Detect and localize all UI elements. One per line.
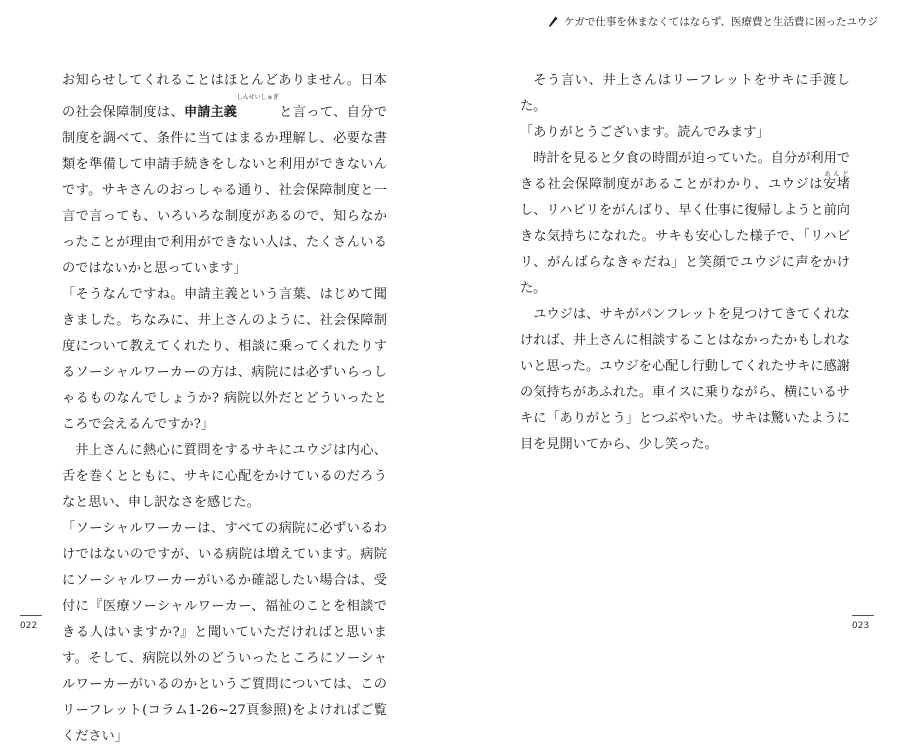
left-page — [62, 68, 387, 750]
page-number-right: 023 — [852, 615, 874, 631]
right-paragraph-3 — [520, 146, 850, 302]
left-paragraph-1-text-b: と言って、自分で制度を調べて、条件に当てはまるか理解し、必要な書類を準備して申請手続きをしないと利用ができないんです。サキさんのおっしゃる通り、社会保障制度と一言で言っても、いろいろな制度があるので、知らなかったことが理由で利用ができない人は、たくさんいるのではないかと思っています」 — [62, 105, 387, 276]
left-paragraph-2: 「そうなんですね。申請主義という言葉、はじめて聞きました。ちなみに、井上さんのように、社会保障制度について教えてくれたり、相談に乗ってくれたりするソーシャルワーカーの方は、病院には必ずいらっしゃるものなんでしょうか? 病院以外だとどういったところで会えるんですか?」 — [62, 287, 387, 432]
term-text: 安堵 — [823, 177, 851, 192]
left-paragraph-4: 「ソーシャルワーカーは、すべての病院に必ずいるわけではないのですが、いる病院は増えています。病院にソーシャルワーカーがいるか確認したい場合は、受付に『医療ソーシャルワーカー、福祉のことを相談できる人はいますか?』と聞いていただければと思います。そして、病院以外のどういったところにソーシャルワーカーがいるのかというご質問については、このリーフレット(コラム1-26~27頁参照)をよければご覧ください」 — [62, 521, 387, 744]
term-shinsei-shugi — [184, 94, 279, 126]
right-paragraph-2: 「ありがとうございます。読んでみます」 — [520, 125, 770, 140]
right-paragraph-1: そう言い、井上さんはリーフレットをサキに手渡した。 — [520, 73, 850, 114]
left-paragraph-1 — [62, 68, 387, 282]
left-paragraph-1-text-a: お知らせしてくれることはほとんどありません。日本の社会保障制度は、 — [62, 73, 387, 120]
right-paragraph-3-text-a: 時計を見ると夕食の時間が迫っていた。自分が利用できる社会保障制度があることがわかり、ユウジは — [520, 151, 850, 192]
term-ando — [823, 171, 851, 192]
right-paragraph-4: ユウジは、サキがパンフレットを見つけてきてくれなければ、井上さんに相談することはなかったかもしれないと思った。ユウジを心配し行動してくれたサキに感謝の気持ちがあふれた。車イスに乗りながら、横にいるサキに「ありがとう」とつぶやいた。サキは驚いたように目を見開いてから、少し笑った。 — [520, 307, 850, 452]
term-ruby: あんど — [823, 171, 850, 178]
term-text: 申請主義 — [184, 105, 237, 120]
right-paragraph-3-text-b: し、リハビリをがんばり、早く仕事に復帰しようと前向きな気持ちになれた。サキも安心した様子で、「リハビリ、がんばらなきゃだね」と笑顔でユウジに声をかけた。 — [520, 203, 850, 296]
running-header — [548, 14, 878, 29]
running-header-title: ケガで仕事を休まなくてはならず、医療費と生活費に困ったユウジ — [564, 16, 878, 28]
term-ruby: しんせいしゅぎ — [236, 94, 279, 101]
page-number-left: 022 — [20, 615, 42, 631]
right-page — [520, 68, 850, 458]
pen-icon — [548, 16, 558, 28]
left-paragraph-3: 井上さんに熱心に質問をするサキにユウジは内心、舌を巻くとともに、サキに心配をかけているのだろうなと思い、申し訳なさを感じた。 — [62, 443, 387, 510]
